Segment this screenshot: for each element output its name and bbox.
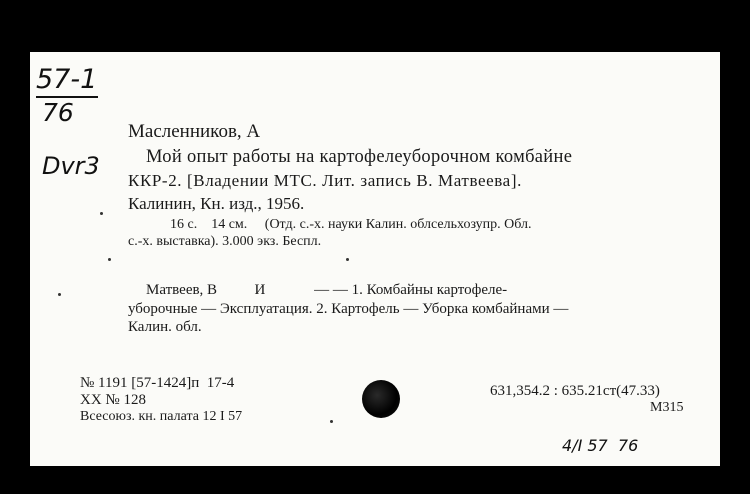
speck <box>330 420 333 423</box>
shelf-mark-top: 57-1 <box>36 64 98 95</box>
speck <box>58 293 61 296</box>
title-line-2: ККР-2. [Владении МТС. Лит. запись В. Матвеева]. <box>128 171 522 190</box>
author-heading: Масленников, А <box>128 121 261 142</box>
speck <box>100 212 103 215</box>
tracings-line-1: Матвеев, В И — — 1. Комбайны картофеле- <box>146 282 508 298</box>
speck <box>346 258 349 261</box>
speck <box>108 258 111 261</box>
record-number: № 1191 [57-1424]п 17-4 <box>80 375 235 391</box>
book-chamber: Всесоюз. кн. палата 12 I 57 <box>80 409 243 424</box>
collation-line-2: с.-х. выставка). 3.000 экз. Беспл. <box>128 234 322 249</box>
collation-line-1: 16 с. 14 см. (Отд. с.-х. науки Калин. облсельхозупр. Обл. <box>170 217 532 232</box>
shelf-mark-bottom: 76 <box>42 98 74 127</box>
classification-index: 631,354.2 : 635.21ст(47.33) <box>490 383 660 399</box>
tracings-line-2: уборочные — Эксплуатация. 2. Картофель — Уборка комбайнами — <box>128 301 569 317</box>
title-line-1: Мой опыт работы на картофелеуборочном комбайне <box>146 147 573 167</box>
handwritten-date: 4/I 57 76 <box>562 436 639 455</box>
author-mark: М315 <box>650 400 684 415</box>
series-number: ХХ № 128 <box>80 392 146 408</box>
tracings-line-3: Калин. обл. <box>128 319 202 335</box>
catalog-card <box>30 52 720 466</box>
margin-note: Dvr3 <box>42 152 100 180</box>
imprint: Калинин, Кн. изд., 1956. <box>128 194 305 213</box>
ink-stamp <box>362 380 400 418</box>
